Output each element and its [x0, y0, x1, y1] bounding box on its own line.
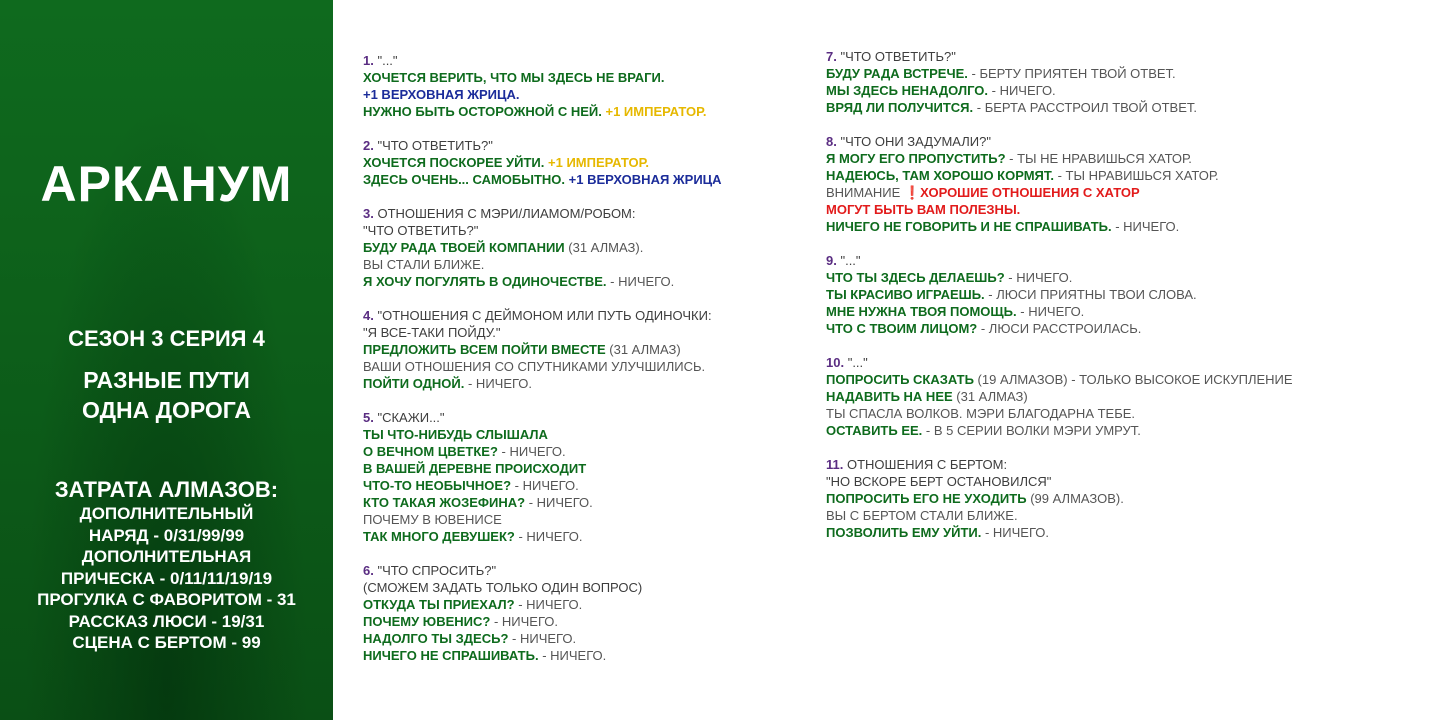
choice-cost: (31 АЛМАЗ): [609, 342, 681, 357]
choice-number: 2.: [363, 138, 374, 153]
choice-block-7: [826, 48, 1426, 116]
choice-number: 6.: [363, 563, 374, 578]
choice-result: - НИЧЕГО.: [1115, 219, 1180, 234]
choice-option: ЧТО С ТВОИМ ЛИЦОМ?: [826, 321, 978, 336]
choice-cost: (19 АЛМАЗОВ) - ТОЛЬКО ВЫСОКОЕ ИСКУПЛЕНИЕ: [977, 372, 1293, 387]
cost-line: НАРЯД - 0/31/99/99: [88, 525, 245, 545]
choice-result: - В 5 СЕРИИ ВОЛКИ МЭРИ УМРУТ.: [925, 423, 1141, 438]
choice-result: - БЕРТА РАССТРОИЛ ТВОЙ ОТВЕТ.: [976, 100, 1197, 115]
cost-line: ДОПОЛНИТЕЛЬНЫЙ: [79, 504, 254, 523]
choice-number: 9.: [826, 253, 837, 268]
choice-effect: +1 ВЕРХОВНАЯ ЖРИЦА: [568, 172, 722, 187]
choice-note: (СМОЖЕМ ЗАДАТЬ ТОЛЬКО ОДИН ВОПРОС): [363, 580, 643, 595]
choice-result: - НИЧЕГО.: [512, 631, 577, 646]
diamond-costs: [0, 477, 333, 654]
choice-prompt: "СКАЖИ...": [377, 410, 445, 425]
subtitle-line: ОДНА ДОРОГА: [82, 397, 251, 423]
choice-block-5: [363, 409, 803, 545]
choice-block-4: [363, 307, 803, 392]
choice-option: ПОПРОСИТЬ ЕГО НЕ УХОДИТЬ: [826, 491, 1027, 506]
choice-prompt: "Я ВСЕ-ТАКИ ПОЙДУ.": [363, 325, 501, 340]
cost-line: ПРОГУЛКА С ФАВОРИТОМ - 31: [37, 590, 296, 609]
choice-cost: (31 АЛМАЗ): [956, 389, 1028, 404]
choice-option: ЧТО ТЫ ЗДЕСЬ ДЕЛАЕШЬ?: [826, 270, 1005, 285]
choice-option: ПОЗВОЛИТЬ ЕМУ УЙТИ.: [826, 525, 982, 540]
choice-result: - НИЧЕГО.: [518, 529, 583, 544]
choice-prompt: "...": [377, 53, 398, 68]
warning-text: МОГУТ БЫТЬ ВАМ ПОЛЕЗНЫ.: [826, 202, 1021, 217]
choice-cost: (99 АЛМАЗОВ).: [1030, 491, 1124, 506]
choice-result: - НИЧЕГО.: [991, 83, 1056, 98]
choice-option: ХОЧЕТСЯ ПОСКОРЕЕ УЙТИ.: [363, 155, 545, 170]
choice-option: ХОЧЕТСЯ ВЕРИТЬ, ЧТО МЫ ЗДЕСЬ НЕ ВРАГИ.: [363, 70, 665, 85]
choice-option: НАДОЛГО ТЫ ЗДЕСЬ?: [363, 631, 509, 646]
choice-option: Я МОГУ ЕГО ПРОПУСТИТЬ?: [826, 151, 1006, 166]
choice-prompt: ОТНОШЕНИЯ С БЕРТОМ:: [846, 457, 1008, 472]
choice-prompt: "НО ВСКОРЕ БЕРТ ОСТАНОВИЛСЯ": [826, 474, 1052, 489]
choice-result: - НИЧЕГО.: [518, 597, 583, 612]
choice-option: ТЫ ЧТО-НИБУДЬ СЛЫШАЛА: [363, 427, 548, 442]
choice-result: ВАШИ ОТНОШЕНИЯ СО СПУТНИКАМИ УЛУЧШИЛИСЬ.: [363, 359, 706, 374]
choice-block-10: [826, 354, 1426, 439]
choice-number: 4.: [363, 308, 374, 323]
choice-option: БУДУ РАДА ТВОЕЙ КОМПАНИИ: [363, 240, 565, 255]
choices-column-left: [363, 52, 803, 681]
choice-result: - НИЧЕГО.: [610, 274, 675, 289]
choice-block-1: [363, 52, 803, 120]
choice-result: - ТЫ НРАВИШЬСЯ ХАТОР.: [1057, 168, 1219, 183]
choice-number: 11.: [826, 457, 844, 472]
choice-prompt: "ЧТО ОТВЕТИТЬ?": [377, 138, 493, 153]
choice-block-9: [826, 252, 1426, 337]
choice-option: ПОЙТИ ОДНОЙ.: [363, 376, 465, 391]
choice-number: 1.: [363, 53, 374, 68]
choice-option: МНЕ НУЖНА ТВОЯ ПОМОЩЬ.: [826, 304, 1017, 319]
choice-block-11: [826, 456, 1426, 541]
choice-option: ПОЧЕМУ В ЮВЕНИСЕ: [363, 512, 502, 527]
choice-effect: +1 ВЕРХОВНАЯ ЖРИЦА.: [363, 87, 520, 102]
choice-option: НУЖНО БЫТЬ ОСТОРОЖНОЙ С НЕЙ.: [363, 104, 602, 119]
choice-option: НИЧЕГО НЕ СПРАШИВАТЬ.: [363, 648, 539, 663]
choice-result: - НИЧЕГО.: [493, 614, 558, 629]
choice-option: ТЫ КРАСИВО ИГРАЕШЬ.: [826, 287, 985, 302]
choice-effect: +1 ИМПЕРАТОР.: [548, 155, 649, 170]
cost-line: СЦЕНА С БЕРТОМ - 99: [72, 633, 261, 652]
choice-result: - НИЧЕГО.: [467, 376, 533, 391]
choice-result: ТЫ СПАСЛА ВОЛКОВ. МЭРИ БЛАГОДАРНА ТЕБЕ.: [826, 406, 1136, 421]
choice-block-8: [826, 133, 1426, 235]
choice-result: - БЕРТУ ПРИЯТЕН ТВОЙ ОТВЕТ.: [971, 66, 1176, 81]
choice-option: О ВЕЧНОМ ЦВЕТКЕ?: [363, 444, 498, 459]
choice-option: МЫ ЗДЕСЬ НЕНАДОЛГО.: [826, 83, 988, 98]
choice-option: ТАК МНОГО ДЕВУШЕК?: [363, 529, 515, 544]
choices-guide: [333, 0, 1440, 720]
choice-option: ПОЧЕМУ ЮВЕНИС?: [363, 614, 491, 629]
choice-block-3: [363, 205, 803, 290]
choice-option: Я ХОЧУ ПОГУЛЯТЬ В ОДИНОЧЕСТВЕ.: [363, 274, 607, 289]
choice-option: НАДАВИТЬ НА НЕЕ: [826, 389, 953, 404]
choice-block-6: [363, 562, 803, 664]
choice-prompt: "ЧТО ОНИ ЗАДУМАЛИ?": [840, 134, 991, 149]
episode-subtitle: [0, 365, 333, 425]
sidebar: [0, 0, 333, 720]
choice-option: ЗДЕСЬ ОЧЕНЬ... САМОБЫТНО.: [363, 172, 566, 187]
choice-number: 7.: [826, 49, 837, 64]
choice-prompt: "ОТНОШЕНИЯ С ДЕЙМОНОМ ИЛИ ПУТЬ ОДИНОЧКИ:: [377, 308, 712, 323]
app-title: АРКАНУМ: [40, 156, 293, 212]
choice-prompt: "ЧТО ОТВЕТИТЬ?": [363, 223, 479, 238]
subtitle-line: РАЗНЫЕ ПУТИ: [83, 367, 250, 393]
diamond-costs-title: ЗАТРАТА АЛМАЗОВ:: [54, 477, 279, 502]
warning-text: ХОРОШИЕ ОТНОШЕНИЯ С ХАТОР: [920, 185, 1140, 200]
choice-option: ЧТО-ТО НЕОБЫЧНОЕ?: [363, 478, 512, 493]
choice-prompt: "...": [840, 253, 861, 268]
choice-block-2: [363, 137, 803, 188]
choices-column-right: [826, 48, 1426, 558]
season-episode: СЕЗОН 3 СЕРИЯ 4: [68, 326, 265, 351]
choice-prompt: "ЧТО ОТВЕТИТЬ?": [840, 49, 956, 64]
choice-option: ПОПРОСИТЬ СКАЗАТЬ: [826, 372, 974, 387]
exclamation-icon: ❗: [903, 185, 921, 200]
choice-option: ПРЕДЛОЖИТЬ ВСЕМ ПОЙТИ ВМЕСТЕ: [363, 342, 606, 357]
choice-result: - НИЧЕГО.: [1020, 304, 1085, 319]
choice-result: - НИЧЕГО.: [514, 478, 579, 493]
choice-option: НАДЕЮСЬ, ТАМ ХОРОШО КОРМЯТ.: [826, 168, 1054, 183]
choice-number: 8.: [826, 134, 837, 149]
choice-effect: +1 ИМПЕРАТОР.: [605, 104, 707, 119]
choice-option: В ВАШЕЙ ДЕРЕВНЕ ПРОИСХОДИТ: [363, 461, 587, 476]
cost-line: ДОПОЛНИТЕЛЬНАЯ: [81, 547, 252, 566]
choice-result: - НИЧЕГО.: [984, 525, 1050, 540]
choice-option: ОТКУДА ТЫ ПРИЕХАЛ?: [363, 597, 515, 612]
choice-result: - НИЧЕГО.: [528, 495, 593, 510]
choice-result: - ЛЮСИ РАССТРОИЛАСЬ.: [980, 321, 1142, 336]
choice-cost: (31 АЛМАЗ).: [568, 240, 644, 255]
choice-result: ВЫ С БЕРТОМ СТАЛИ БЛИЖЕ.: [826, 508, 1018, 523]
choice-option: НИЧЕГО НЕ ГОВОРИТЬ И НЕ СПРАШИВАТЬ.: [826, 219, 1112, 234]
choice-option: КТО ТАКАЯ ЖОЗЕФИНА?: [363, 495, 526, 510]
choice-prompt: ОТНОШЕНИЯ С МЭРИ/ЛИАМОМ/РОБОМ:: [377, 206, 636, 221]
choice-result: ВЫ СТАЛИ БЛИЖЕ.: [363, 257, 485, 272]
choice-option: ВРЯД ЛИ ПОЛУЧИТСЯ.: [826, 100, 974, 115]
choice-result: - ТЫ НЕ НРАВИШЬСЯ ХАТОР.: [1009, 151, 1192, 166]
choice-number: 3.: [363, 206, 374, 221]
choice-result: - ЛЮСИ ПРИЯТНЫ ТВОИ СЛОВА.: [988, 287, 1197, 302]
choice-result: - НИЧЕГО.: [1008, 270, 1073, 285]
cost-line: ПРИЧЕСКА - 0/11/11/19/19: [60, 568, 273, 588]
choice-number: 5.: [363, 410, 374, 425]
choice-option: БУДУ РАДА ВСТРЕЧЕ.: [826, 66, 968, 81]
choice-number: 10.: [826, 355, 845, 370]
choice-option: ОСТАВИТЬ ЕЕ.: [826, 423, 923, 438]
choice-prompt: "ЧТО СПРОСИТЬ?": [377, 563, 497, 578]
choice-result: - НИЧЕГО.: [542, 648, 607, 663]
choice-result: - НИЧЕГО.: [501, 444, 566, 459]
choice-prompt: "...": [847, 355, 868, 370]
cost-line: РАССКАЗ ЛЮСИ - 19/31: [68, 611, 265, 631]
warning-label: ВНИМАНИЕ: [826, 185, 901, 200]
